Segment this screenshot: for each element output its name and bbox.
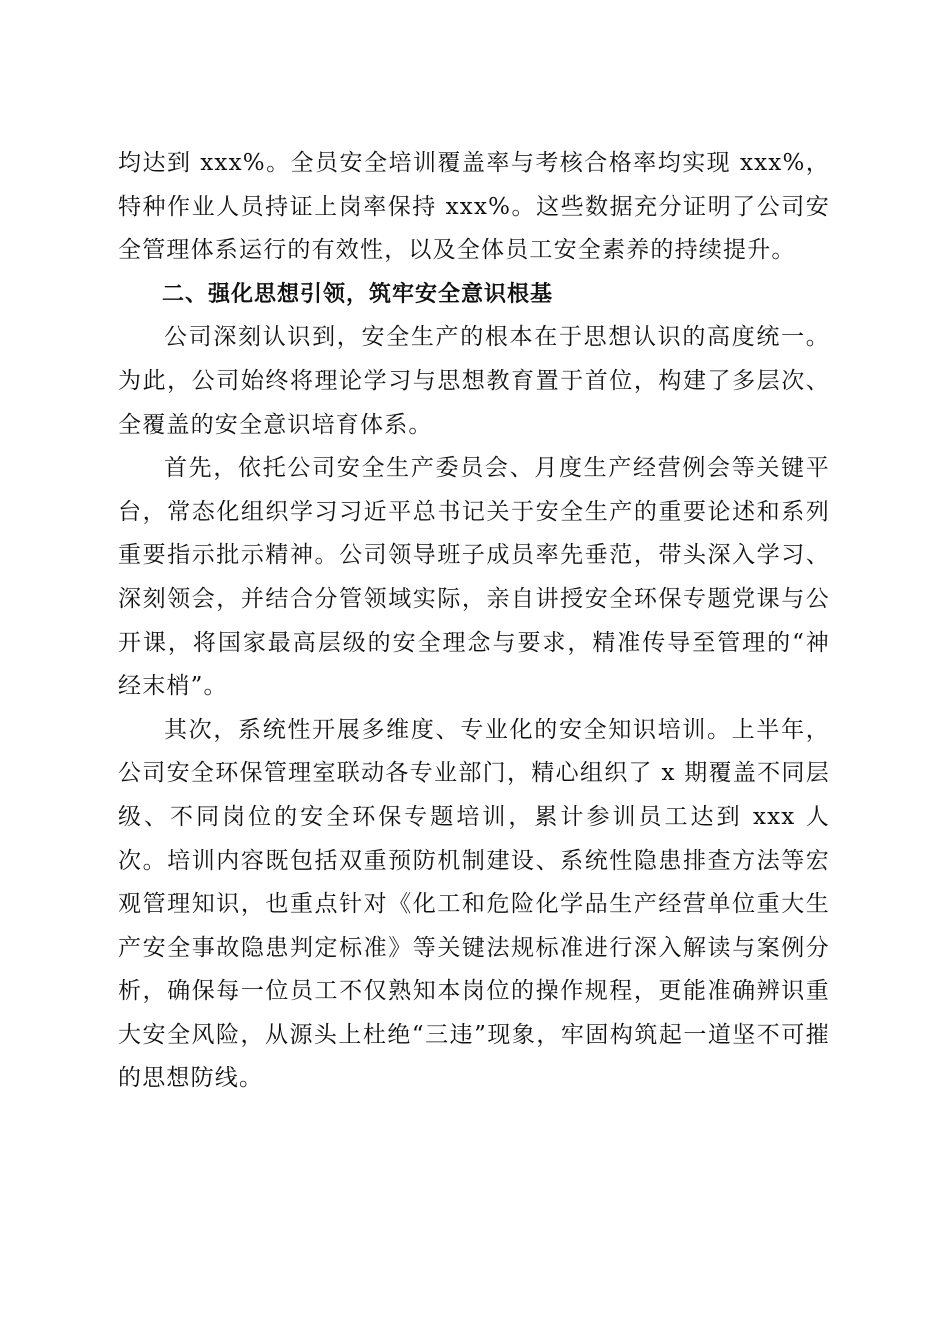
section-heading: 二、强化思想引领，筑牢安全意识根基 [162, 281, 554, 307]
paragraph-second: 其次，系统性开展多维度、专业化的安全知识培训。上半年，公司安全环保管理室联动各专业部门，精心组织了 x 期覆盖不同层级、不同岗位的安全环保专题培训，累计参训员工达到 xxx 人次。培训内容既包括双重预防机制建设、系统性隐患排查方法等宏观管理知识，也重点针对《化工和危险化学品生产经营单位重大生产安全事故隐患判定标准》等关键法规标准进行深入解读与案例分析，确保每一位员工不仅熟知本岗位的操作规程，更能准确辨识重大安全风险，从源头上杜绝“三违”现象，牢固构筑起一道坚不可摧的思想防线。 [118, 716, 830, 1092]
paragraph-continuation: 均达到 xxx%。全员安全培训覆盖率与考核合格率均实现 xxx%，特种作业人员持证上岗率保持 xxx%。这些数据充分证明了公司安全管理体系运行的有效性，以及全体员工安全素养的持续提升。 [118, 150, 830, 264]
paragraph-first: 首先，依托公司安全生产委员会、月度生产经营例会等关键平台，常态化组织学习习近平总书记关于安全生产的重要论述和系列重要指示批示精神。公司领导班子成员率先垂范，带头深入学习、深刻领会，并结合分管领域实际，亲自讲授安全环保专题党课与公开课，将国家最高层级的安全理念与要求，精准传导至管理的“神经末梢”。 [118, 455, 830, 700]
document-page [118, 142, 830, 1101]
paragraph-intro: 公司深刻认识到，安全生产的根本在于思想认识的高度统一。为此，公司始终将理论学习与思想教育置于首位，构建了多层次、全覆盖的安全意识培育体系。 [118, 324, 830, 438]
